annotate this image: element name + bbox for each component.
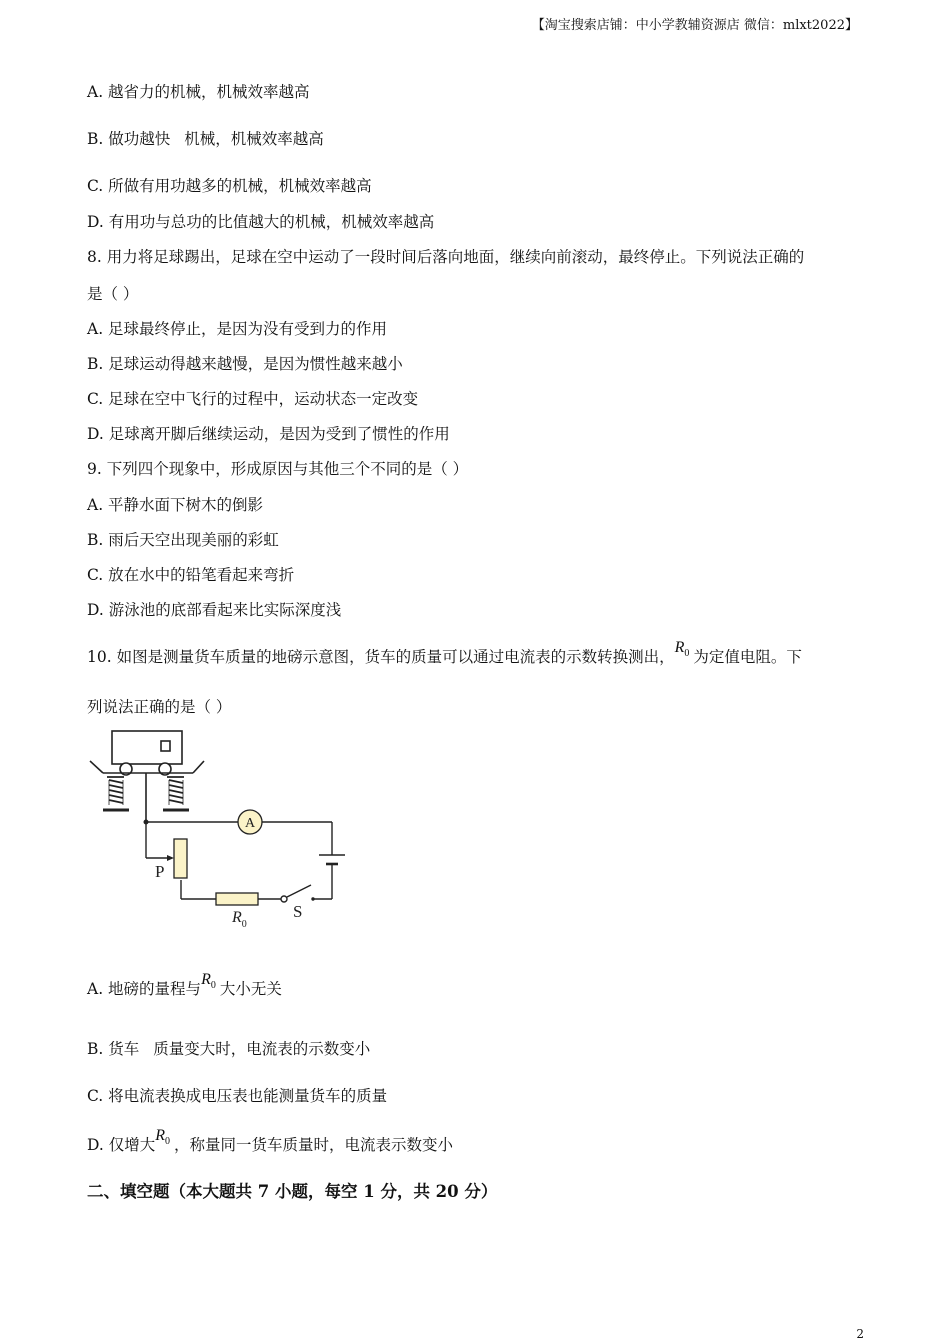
weighbridge-circuit-diagram <box>85 727 365 937</box>
q10-option-c: C. 将电流表换成电压表也能测量货车的质量 <box>87 1087 388 1105</box>
slider-label: P <box>155 862 165 881</box>
ammeter-icon <box>238 810 262 834</box>
r0-subscript: 0 <box>165 1136 171 1147</box>
q8-option-a: A. 足球最终停止，是因为没有受到力的作用 <box>87 320 388 338</box>
q9-option-a: A. 平静水面下树木的倒影 <box>87 496 264 514</box>
q10-option-a <box>87 971 282 1002</box>
q10-stem-line1 <box>87 639 802 670</box>
switch-icon <box>281 885 314 902</box>
q7-option-b-post: 机械，机械效率越高 <box>184 130 324 148</box>
r0-symbol: R <box>674 639 685 656</box>
slider-arrow-icon <box>167 855 174 861</box>
q7-option-c: C. 所做有用功越多的机械，机械效率越高 <box>87 177 372 195</box>
r0-symbol: R <box>201 971 211 988</box>
junction-dot <box>144 820 149 825</box>
q10-option-b-post: 质量变大时，电流表的示数变小 <box>153 1040 371 1058</box>
weighbridge-platform <box>90 761 204 822</box>
q9-stem: 9. 下列四个现象中，形成原因与其他三个不同的是（ ） <box>87 460 469 478</box>
rheostat <box>174 839 187 878</box>
q10-option-d-pre: D. 仅增大 <box>87 1136 156 1154</box>
q7-option-d: D. 有用功与总功的比值越大的机械，机械效率越高 <box>87 213 435 231</box>
q10-option-d-post: ，称量同一货车质量时，电流表示数变小 <box>174 1136 454 1154</box>
q10-option-a-post: 大小无关 <box>219 980 282 998</box>
q8-stem-line2: 是（ ） <box>87 285 139 303</box>
q10-option-b <box>87 1039 370 1059</box>
q10-option-b-pre: B. 货车 <box>87 1040 140 1058</box>
battery-icon <box>319 855 345 864</box>
q7-option-a: A. 越省力的机械，机械效率越高 <box>87 83 310 101</box>
q8-stem-line1: 8. 用力将足球踢出，足球在空中运动了一段时间后落向地面，继续向前滚动，最终停止。下列说法正确的 <box>87 248 805 266</box>
fixed-resistor-r0 <box>216 893 258 905</box>
q10-stem-pre: 10. 如图是测量货车质量的地磅示意图，货车的质量可以通过电流表的示数转换测出， <box>87 648 675 666</box>
q7-option-b <box>87 129 324 149</box>
left-spring-icon <box>103 777 129 810</box>
right-spring-icon <box>163 777 189 810</box>
q9-option-d: D. 游泳池的底部看起来比实际深度浅 <box>87 601 342 619</box>
r0-subscript: 0 <box>210 980 216 991</box>
resistor-label <box>231 909 247 930</box>
truck-icon <box>112 731 182 775</box>
switch-label: S <box>293 902 303 921</box>
q9-option-b: B. 雨后天空出现美丽的彩虹 <box>87 531 279 549</box>
r0-subscript: 0 <box>684 648 690 659</box>
q10-option-a-pre: A. 地磅的量程与 <box>87 980 202 998</box>
resistor-label-sub: 0 <box>241 919 247 930</box>
q8-option-c: C. 足球在空中飞行的过程中，运动状态一定改变 <box>87 390 419 408</box>
resistor-label-main: R <box>232 909 242 926</box>
section-heading-fill-in: 二、填空题（本大题共 7 小题，每空 1 分，共 20 分） <box>87 1182 498 1201</box>
q10-stem-line2: 列说法正确的是（ ） <box>87 698 232 716</box>
q8-option-b: B. 足球运动得越来越慢，是因为惯性越来越小 <box>87 355 403 373</box>
r0-symbol: R <box>155 1127 166 1144</box>
q7-option-b-pre: B. 做功越快 <box>87 130 171 148</box>
page-header: 【淘宝搜索店铺：中小学教辅资源店 微信：mlxt2022】 <box>531 18 858 33</box>
page-number: 2 <box>856 1327 864 1341</box>
q8-option-d: D. 足球离开脚后继续运动，是因为受到了惯性的作用 <box>87 425 450 443</box>
ammeter-label: A <box>244 816 256 831</box>
q9-option-c: C. 放在水中的铅笔看起来弯折 <box>87 566 295 584</box>
q10-option-d <box>87 1127 454 1158</box>
q10-stem-post: 为定值电阻。下 <box>693 648 802 666</box>
